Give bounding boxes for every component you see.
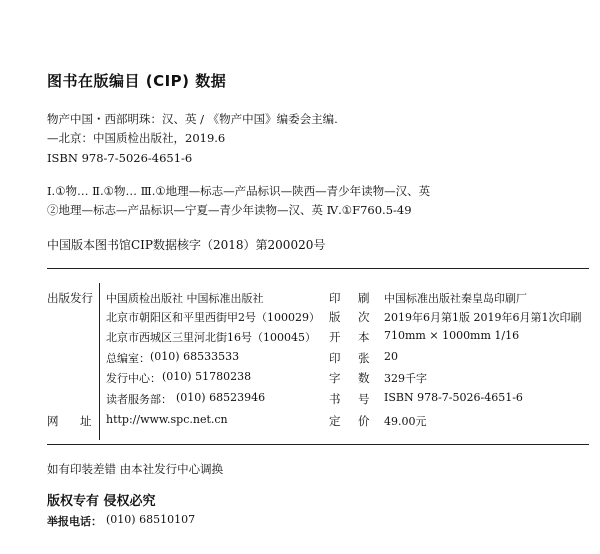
- format-value: 710mm × 1000mm 1/16: [384, 329, 520, 342]
- format-label-b: 本: [358, 330, 370, 344]
- cip-isbn-line: ISBN 978-7-5026-4651-6: [47, 151, 193, 165]
- edition-label-a: 版: [329, 310, 341, 324]
- website-value: http://www.spc.net.cn: [106, 413, 228, 426]
- cip-heading: 图书在版编目 (CIP) 数据: [47, 72, 227, 90]
- words-value: 329千字: [384, 372, 427, 385]
- address-1: 北京市朝阳区和平里西街甲2号（100029）: [106, 311, 320, 324]
- reader-service-label: 读者服务部：: [106, 393, 172, 406]
- rights-notice: 版权专有 侵权必究: [47, 494, 156, 509]
- format-label-a: 开: [329, 330, 341, 344]
- sheets-value: 20: [384, 350, 398, 363]
- distribution-value: (010) 51780238: [162, 370, 252, 383]
- cip-number: 中国版本图书馆CIP数据核字（2018）第200020号: [47, 238, 326, 252]
- words-label-a: 字: [329, 371, 341, 385]
- defect-notice: 如有印装差错 由本社发行中心调换: [47, 462, 224, 476]
- isbn-label-b: 号: [358, 392, 370, 406]
- label-divider: [99, 283, 100, 440]
- words-label-b: 数: [358, 371, 370, 385]
- sheets-label-b: 张: [358, 351, 370, 365]
- cip-publisher-line: —北京：中国质检出版社，2019.6: [47, 131, 226, 145]
- editorial-value: (010) 68533533: [150, 350, 240, 363]
- price-label-a: 定: [329, 414, 341, 428]
- cip-book-line: 物产中国・西部明珠：汉、英 / 《物产中国》编委会主编.: [47, 112, 338, 126]
- website-label-b: 址: [80, 414, 92, 428]
- price-value: 49.00元: [384, 415, 427, 428]
- publisher-label: 出版发行: [47, 291, 93, 305]
- report-label: 举报电话：: [47, 515, 102, 528]
- address-2: 北京市西城区三里河北街16号（100045）: [106, 331, 316, 344]
- cip-subject-line-1: Ⅰ.①物… Ⅱ.①物… Ⅲ.①地理—标志—产品标识—陕西—青少年读物—汉、英: [47, 184, 431, 198]
- publisher-value: 中国质检出版社 中国标准出版社: [106, 292, 264, 305]
- print-label-a: 印: [329, 291, 341, 305]
- isbn-label-a: 书: [329, 392, 341, 406]
- website-label-a: 网: [47, 414, 59, 428]
- print-value: 中国标准出版社秦皇岛印刷厂: [384, 292, 527, 305]
- distribution-label: 发行中心：: [106, 372, 161, 385]
- cip-subject-line-2: ②地理—标志—产品标识—宁夏—青少年读物—汉、英 Ⅳ.①F760.5-49: [47, 203, 412, 217]
- report-value: (010) 68510107: [106, 513, 196, 526]
- edition-label-b: 次: [358, 310, 370, 324]
- price-label-b: 价: [358, 414, 370, 428]
- sheets-label-a: 印: [329, 351, 341, 365]
- editorial-label: 总编室：: [106, 352, 150, 365]
- isbn-value: ISBN 978-7-5026-4651-6: [384, 391, 523, 404]
- print-label-b: 刷: [358, 291, 370, 305]
- reader-service-value: (010) 68523946: [176, 391, 266, 404]
- bottom-rule: [47, 444, 589, 445]
- top-rule: [47, 268, 589, 269]
- edition-value: 2019年6月第1版 2019年6月第1次印刷: [384, 311, 582, 324]
